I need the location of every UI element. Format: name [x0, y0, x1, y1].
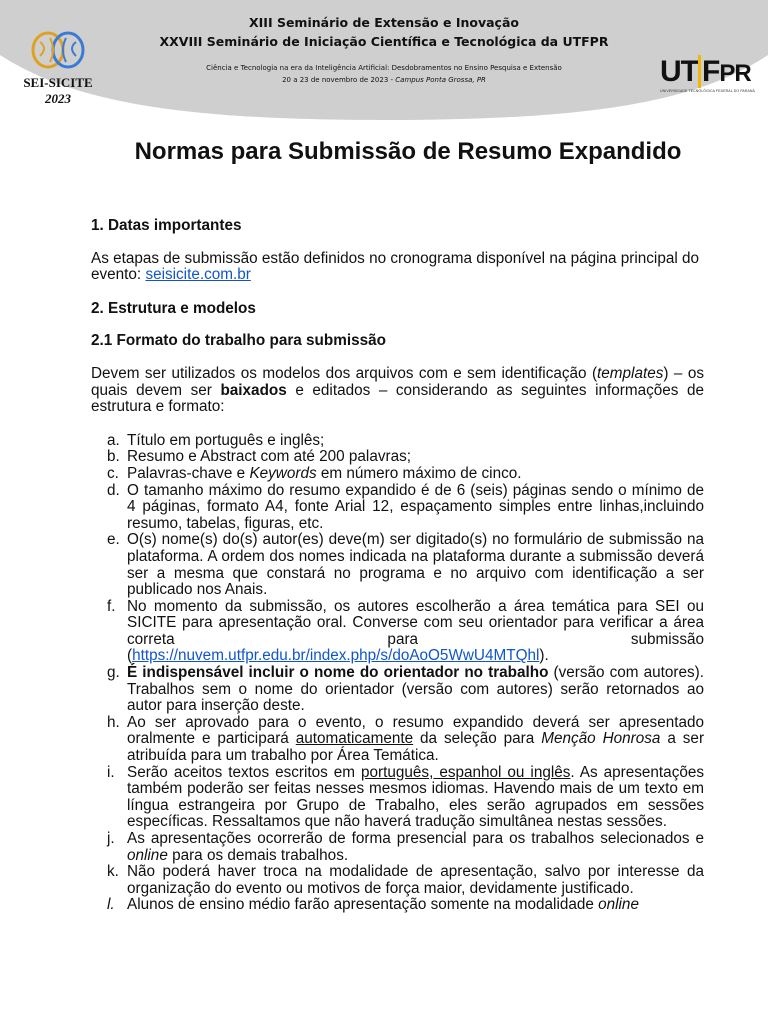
list-marker: c. — [107, 464, 119, 482]
utfpr-logo-f: F — [698, 55, 719, 88]
list-item — [91, 897, 704, 914]
list-item — [91, 449, 704, 466]
utfpr-logo-ut: UT — [660, 55, 698, 88]
list-item — [91, 831, 704, 864]
list-item-text: Palavras-chave e — [127, 464, 246, 482]
list-marker: k. — [107, 863, 119, 881]
list-item-text: . As apresentações também poderão ser feitas nesses mesmos idiomas. Havendo mais de um texto em língua estrangeira por Grupo de Trabalho, eles serão agrupados em sessões específicas. Ressaltamos que não haverá tradução simultânea nestas sessões. — [127, 763, 705, 831]
section-1-body: As etapas de submissão estão definidos no cronograma disponível na página principal do evento: — [91, 249, 700, 284]
list-marker: i. — [107, 763, 115, 781]
list-item — [91, 864, 704, 897]
event-dates-text: 20 a 23 de novembro de 2023 - — [282, 76, 394, 84]
event-theme: Ciência e Tecnologia na era da Inteligência Artificial: Desdobramentos no Ensino Pesquisa e Extensão — [206, 64, 562, 72]
list-item-text: Não poderá haver troca na modalidade de apresentação, salvo por interesse da organização do evento ou motivos de força maior, devidamente justificado. — [127, 863, 704, 897]
event-site-link[interactable]: seisicite.com.br — [145, 266, 251, 284]
utfpr-logo-subtitle: UNIVERSIDADE TECNOLÓGICA FEDERAL DO PARANÁ — [660, 89, 755, 93]
logo-year: 2023 — [45, 91, 71, 106]
list-marker: g. — [107, 664, 120, 682]
intro-templates: templates — [597, 364, 664, 382]
list-item — [91, 483, 704, 533]
mencao-honrosa-term: Menção Honrosa — [541, 730, 661, 748]
list-item-bold: É indispensável incluir o nome do orientador no trabalho — [127, 664, 549, 682]
automaticamente-term: automaticamente — [295, 730, 414, 748]
utfpr-logo — [660, 55, 755, 93]
event-place: Campus Ponta Grossa, PR — [395, 76, 486, 84]
section-2-1-heading: 2.1 Formato do trabalho para submissão — [91, 332, 386, 350]
list-item-text: da seleção para — [420, 730, 535, 748]
section-1-text — [91, 251, 704, 284]
languages-term: português, espanhol ou inglês — [361, 763, 571, 781]
list-item-text: Ao ser aprovado para o evento, o resumo expandido deverá ser apresentado oralmente e participará — [127, 713, 704, 748]
brain-icon — [20, 30, 96, 70]
list-item — [91, 433, 704, 450]
online-term: online — [127, 846, 168, 864]
intro-part-c: e editados – considerando as seguintes informações de estrutura e formato: — [91, 381, 705, 416]
list-marker: h. — [107, 713, 120, 731]
utfpr-logo-pr: PR — [719, 60, 751, 87]
list-item — [91, 665, 704, 715]
list-marker: f. — [107, 597, 116, 615]
list-marker: e. — [107, 531, 120, 549]
list-marker: a. — [107, 431, 120, 449]
list-item-text: (versão com autores). Trabalhos sem o nome do orientador (versão com autores) serão retornados ao autor para inserção deste. — [127, 664, 704, 715]
keywords-term: Keywords — [249, 464, 317, 482]
event-title-1: XIII Seminário de Extensão e Inovação — [249, 15, 519, 30]
list-item-text: em número máximo de cinco. — [320, 464, 522, 482]
online-term: online — [598, 896, 639, 914]
logo-caption: SEI-SICITE — [23, 75, 93, 90]
list-item — [91, 532, 704, 598]
list-item — [91, 466, 704, 483]
list-marker: b. — [107, 448, 120, 466]
list-item-text: a ser atribuída para um trabalho por Área Temática. — [127, 730, 705, 765]
intro-part-b: ) – os quais devem ser — [91, 364, 704, 399]
list-item-text: O(s) nome(s) do(s) autor(es) deve(m) ser digitado(s) no formulário de submissão na plataforma. A ordem dos nomes indicada na plataforma durante a submissão deverá ser a mesma que constará no programa e no arquivo com identificação a ser publicado nos Anais. — [127, 531, 704, 599]
requirements-list — [91, 433, 704, 914]
intro-part-a: Devem ser utilizados os modelos dos arquivos com e sem identificação ( — [91, 364, 598, 382]
list-item-text: para os demais trabalhos. — [172, 846, 349, 864]
intro-baixados: baixados — [220, 381, 287, 399]
event-dates — [0, 76, 768, 84]
list-marker: j. — [107, 830, 115, 847]
list-item-text: Resumo e Abstract com até 200 palavras; — [127, 448, 411, 466]
sei-sicite-logo — [20, 30, 96, 107]
list-item-text: Serão aceitos textos escritos em — [127, 763, 356, 781]
list-item-text: Alunos de ensino médio farão apresentação somente na modalidade — [127, 896, 594, 914]
event-title-2: XXVIII Seminário de Iniciação Científica e Tecnológica da UTFPR — [159, 34, 609, 49]
list-item-text: No momento da submissão, os autores escolherão a área temática para SEI ou SICITE para apresentação oral. Converse com seu orientador para verificar a área correta para submissão ( — [127, 597, 704, 665]
list-item — [91, 715, 704, 765]
page-title: Normas para Submissão de Resumo Expandido — [134, 138, 682, 165]
submission-link[interactable]: https://nuvem.utfpr.edu.br/index.php/s/doAoO5WwU4MTQhl — [132, 647, 540, 665]
section-2-1-intro — [91, 366, 704, 416]
list-item-text: ). — [539, 647, 549, 665]
list-marker: d. — [107, 481, 120, 499]
list-item — [91, 765, 704, 831]
list-item-text: As apresentações ocorrerão de forma presencial para os trabalhos selecionados e — [127, 830, 704, 847]
section-2-heading: 2. Estrutura e modelos — [91, 299, 256, 317]
document-body — [91, 218, 704, 914]
list-item-text: O tamanho máximo do resumo expandido é de 6 (seis) páginas sendo o mínimo de 4 páginas, formato A4, fonte Arial 12, espaçamento simples entre linhas,incluindo resumo, tabelas, figuras, etc. — [127, 481, 704, 532]
list-marker: l. — [107, 896, 115, 914]
section-1-heading: 1. Datas importantes — [91, 217, 242, 234]
list-item-text: Título em português e inglês; — [127, 431, 325, 449]
list-item — [91, 599, 704, 665]
